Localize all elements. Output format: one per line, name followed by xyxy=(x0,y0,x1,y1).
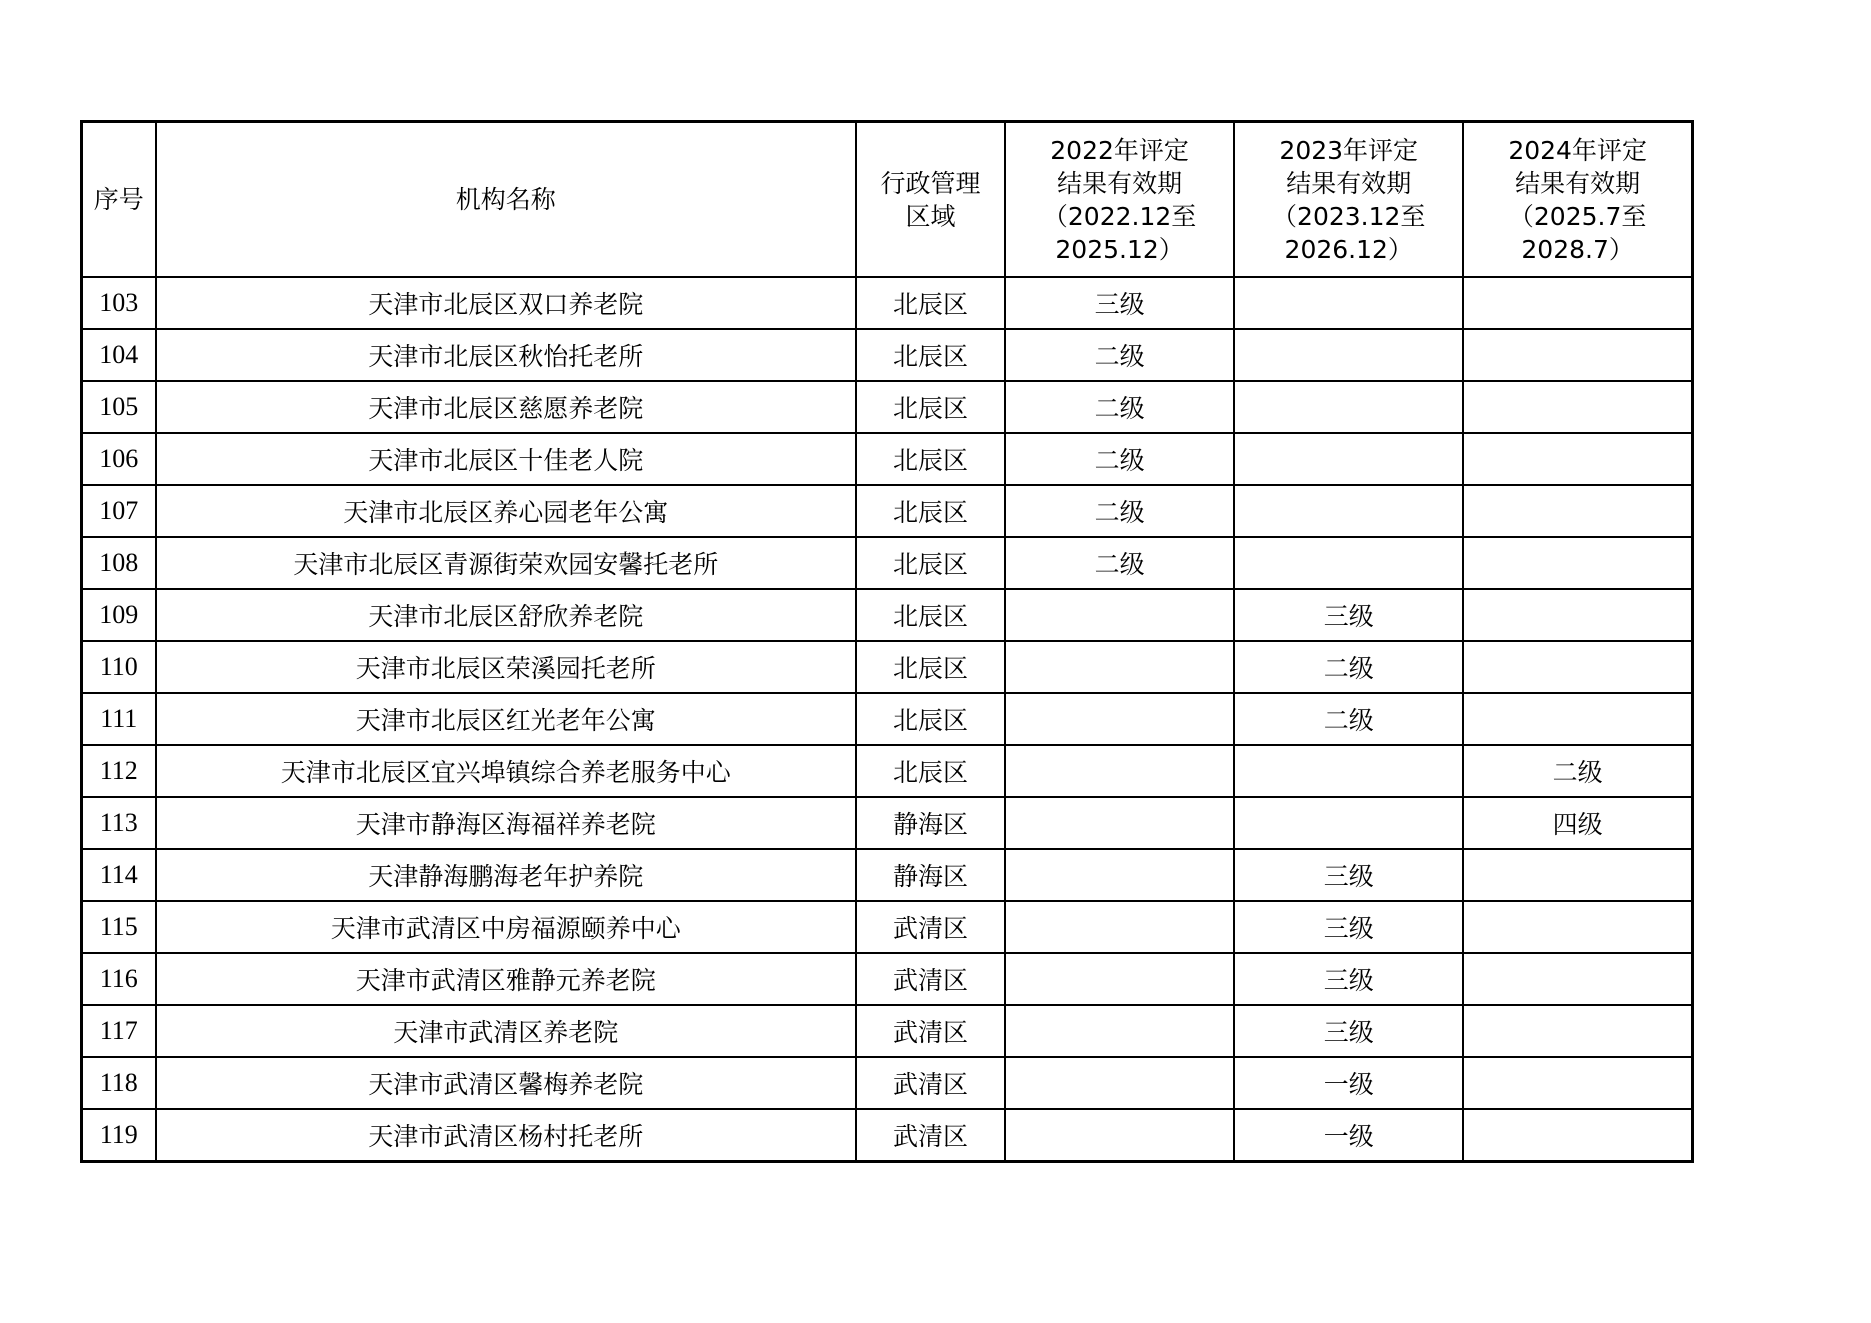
header-2024 xyxy=(1463,122,1692,278)
cell-2023 xyxy=(1234,381,1463,433)
cell-2022 xyxy=(1005,901,1234,953)
cell-name: 天津市北辰区舒欣养老院 xyxy=(156,589,856,641)
table-row xyxy=(82,745,1693,797)
cell-2023: 三级 xyxy=(1234,1005,1463,1057)
cell-2022: 二级 xyxy=(1005,485,1234,537)
cell-2022 xyxy=(1005,953,1234,1005)
cell-no: 118 xyxy=(82,1057,156,1109)
cell-2024 xyxy=(1463,1109,1692,1162)
cell-name: 天津市武清区养老院 xyxy=(156,1005,856,1057)
cell-2022 xyxy=(1005,1057,1234,1109)
cell-2024 xyxy=(1463,589,1692,641)
cell-area: 北辰区 xyxy=(856,745,1005,797)
cell-2023 xyxy=(1234,537,1463,589)
cell-2024 xyxy=(1463,433,1692,485)
table-row xyxy=(82,329,1693,381)
header-2022-line: 2025.12） xyxy=(1055,234,1184,264)
rating-table xyxy=(80,120,1694,1163)
cell-2022 xyxy=(1005,1109,1234,1162)
cell-2024 xyxy=(1463,641,1692,693)
cell-no: 103 xyxy=(82,277,156,329)
cell-no: 116 xyxy=(82,953,156,1005)
cell-no: 112 xyxy=(82,745,156,797)
table-row xyxy=(82,849,1693,901)
cell-area: 武清区 xyxy=(856,1057,1005,1109)
cell-area: 北辰区 xyxy=(856,485,1005,537)
cell-no: 119 xyxy=(82,1109,156,1162)
cell-2023: 三级 xyxy=(1234,901,1463,953)
table-row xyxy=(82,797,1693,849)
cell-area: 北辰区 xyxy=(856,537,1005,589)
cell-area: 北辰区 xyxy=(856,329,1005,381)
cell-name: 天津静海鹏海老年护养院 xyxy=(156,849,856,901)
table-row xyxy=(82,1057,1693,1109)
header-area-line: 区域 xyxy=(905,201,956,231)
cell-2022 xyxy=(1005,797,1234,849)
header-2023 xyxy=(1234,122,1463,278)
cell-2024 xyxy=(1463,381,1692,433)
cell-2023: 二级 xyxy=(1234,693,1463,745)
table-row xyxy=(82,641,1693,693)
cell-area: 武清区 xyxy=(856,1109,1005,1162)
cell-2024 xyxy=(1463,277,1692,329)
cell-area: 北辰区 xyxy=(856,589,1005,641)
cell-name: 天津市北辰区宜兴埠镇综合养老服务中心 xyxy=(156,745,856,797)
cell-2022: 二级 xyxy=(1005,329,1234,381)
table-row xyxy=(82,433,1693,485)
cell-2023: 一级 xyxy=(1234,1057,1463,1109)
cell-2022 xyxy=(1005,1005,1234,1057)
table-row xyxy=(82,485,1693,537)
cell-2024 xyxy=(1463,849,1692,901)
cell-2023 xyxy=(1234,485,1463,537)
cell-2024 xyxy=(1463,901,1692,953)
table-row xyxy=(82,277,1693,329)
cell-2023 xyxy=(1234,329,1463,381)
header-2022-line: （2022.12至 xyxy=(1042,201,1197,231)
cell-no: 115 xyxy=(82,901,156,953)
cell-area: 静海区 xyxy=(856,797,1005,849)
cell-2024 xyxy=(1463,1057,1692,1109)
cell-2024: 四级 xyxy=(1463,797,1692,849)
cell-area: 北辰区 xyxy=(856,693,1005,745)
cell-2023: 一级 xyxy=(1234,1109,1463,1162)
cell-no: 108 xyxy=(82,537,156,589)
header-name: 机构名称 xyxy=(156,122,856,278)
cell-2023 xyxy=(1234,797,1463,849)
cell-no: 105 xyxy=(82,381,156,433)
cell-name: 天津市武清区杨村托老所 xyxy=(156,1109,856,1162)
cell-area: 武清区 xyxy=(856,1005,1005,1057)
cell-area: 北辰区 xyxy=(856,277,1005,329)
header-no: 序号 xyxy=(82,122,156,278)
cell-name: 天津市武清区雅静元养老院 xyxy=(156,953,856,1005)
header-2023-line: （2023.12至 xyxy=(1272,201,1426,231)
cell-2023 xyxy=(1234,745,1463,797)
cell-2022: 二级 xyxy=(1005,381,1234,433)
cell-2024: 二级 xyxy=(1463,745,1692,797)
cell-2024 xyxy=(1463,485,1692,537)
cell-2023: 三级 xyxy=(1234,589,1463,641)
cell-area: 武清区 xyxy=(856,953,1005,1005)
header-row xyxy=(82,122,1693,278)
cell-no: 107 xyxy=(82,485,156,537)
header-2022-line: 结果有效期 xyxy=(1057,168,1183,198)
cell-area: 静海区 xyxy=(856,849,1005,901)
header-2024-line: 结果有效期 xyxy=(1515,168,1641,198)
cell-2023: 三级 xyxy=(1234,953,1463,1005)
cell-no: 106 xyxy=(82,433,156,485)
table-row xyxy=(82,537,1693,589)
cell-name: 天津市北辰区十佳老人院 xyxy=(156,433,856,485)
cell-no: 109 xyxy=(82,589,156,641)
cell-2023: 三级 xyxy=(1234,849,1463,901)
cell-2023 xyxy=(1234,277,1463,329)
cell-area: 北辰区 xyxy=(856,381,1005,433)
cell-no: 110 xyxy=(82,641,156,693)
cell-no: 111 xyxy=(82,693,156,745)
cell-2022: 三级 xyxy=(1005,277,1234,329)
header-2023-line: 2026.12） xyxy=(1284,234,1413,264)
cell-2022 xyxy=(1005,849,1234,901)
document-page xyxy=(80,120,1694,1163)
cell-2024 xyxy=(1463,693,1692,745)
cell-no: 114 xyxy=(82,849,156,901)
cell-name: 天津市武清区中房福源颐养中心 xyxy=(156,901,856,953)
cell-2023: 二级 xyxy=(1234,641,1463,693)
header-2022-line: 2022年评定 xyxy=(1050,135,1189,165)
cell-no: 113 xyxy=(82,797,156,849)
cell-2022 xyxy=(1005,693,1234,745)
table-header xyxy=(82,122,1693,278)
header-area xyxy=(856,122,1005,278)
cell-name: 天津市北辰区青源街荣欢园安馨托老所 xyxy=(156,537,856,589)
cell-name: 天津市静海区海福祥养老院 xyxy=(156,797,856,849)
cell-name: 天津市北辰区秋怡托老所 xyxy=(156,329,856,381)
table-row xyxy=(82,1109,1693,1162)
cell-2023 xyxy=(1234,433,1463,485)
cell-no: 104 xyxy=(82,329,156,381)
cell-2024 xyxy=(1463,1005,1692,1057)
cell-area: 北辰区 xyxy=(856,433,1005,485)
table-row xyxy=(82,1005,1693,1057)
header-2023-line: 2023年评定 xyxy=(1279,135,1419,165)
cell-name: 天津市北辰区双口养老院 xyxy=(156,277,856,329)
header-2024-line: 2024年评定 xyxy=(1508,135,1647,165)
cell-2022: 二级 xyxy=(1005,433,1234,485)
table-body xyxy=(82,277,1693,1162)
table-row xyxy=(82,901,1693,953)
table-row xyxy=(82,589,1693,641)
table-row xyxy=(82,693,1693,745)
cell-area: 武清区 xyxy=(856,901,1005,953)
header-2024-line: （2025.7至 xyxy=(1508,201,1647,231)
table-row xyxy=(82,953,1693,1005)
cell-2022 xyxy=(1005,745,1234,797)
cell-name: 天津市武清区馨梅养老院 xyxy=(156,1057,856,1109)
cell-name: 天津市北辰区慈愿养老院 xyxy=(156,381,856,433)
header-2024-line: 2028.7） xyxy=(1521,234,1634,264)
cell-2024 xyxy=(1463,329,1692,381)
cell-2024 xyxy=(1463,537,1692,589)
cell-2022 xyxy=(1005,589,1234,641)
cell-name: 天津市北辰区养心园老年公寓 xyxy=(156,485,856,537)
cell-name: 天津市北辰区荣溪园托老所 xyxy=(156,641,856,693)
cell-area: 北辰区 xyxy=(856,641,1005,693)
cell-2024 xyxy=(1463,953,1692,1005)
cell-no: 117 xyxy=(82,1005,156,1057)
cell-2022: 二级 xyxy=(1005,537,1234,589)
cell-name: 天津市北辰区红光老年公寓 xyxy=(156,693,856,745)
cell-2022 xyxy=(1005,641,1234,693)
table-row xyxy=(82,381,1693,433)
header-area-line: 行政管理 xyxy=(880,168,981,198)
header-2022 xyxy=(1005,122,1234,278)
header-2023-line: 结果有效期 xyxy=(1286,168,1412,198)
